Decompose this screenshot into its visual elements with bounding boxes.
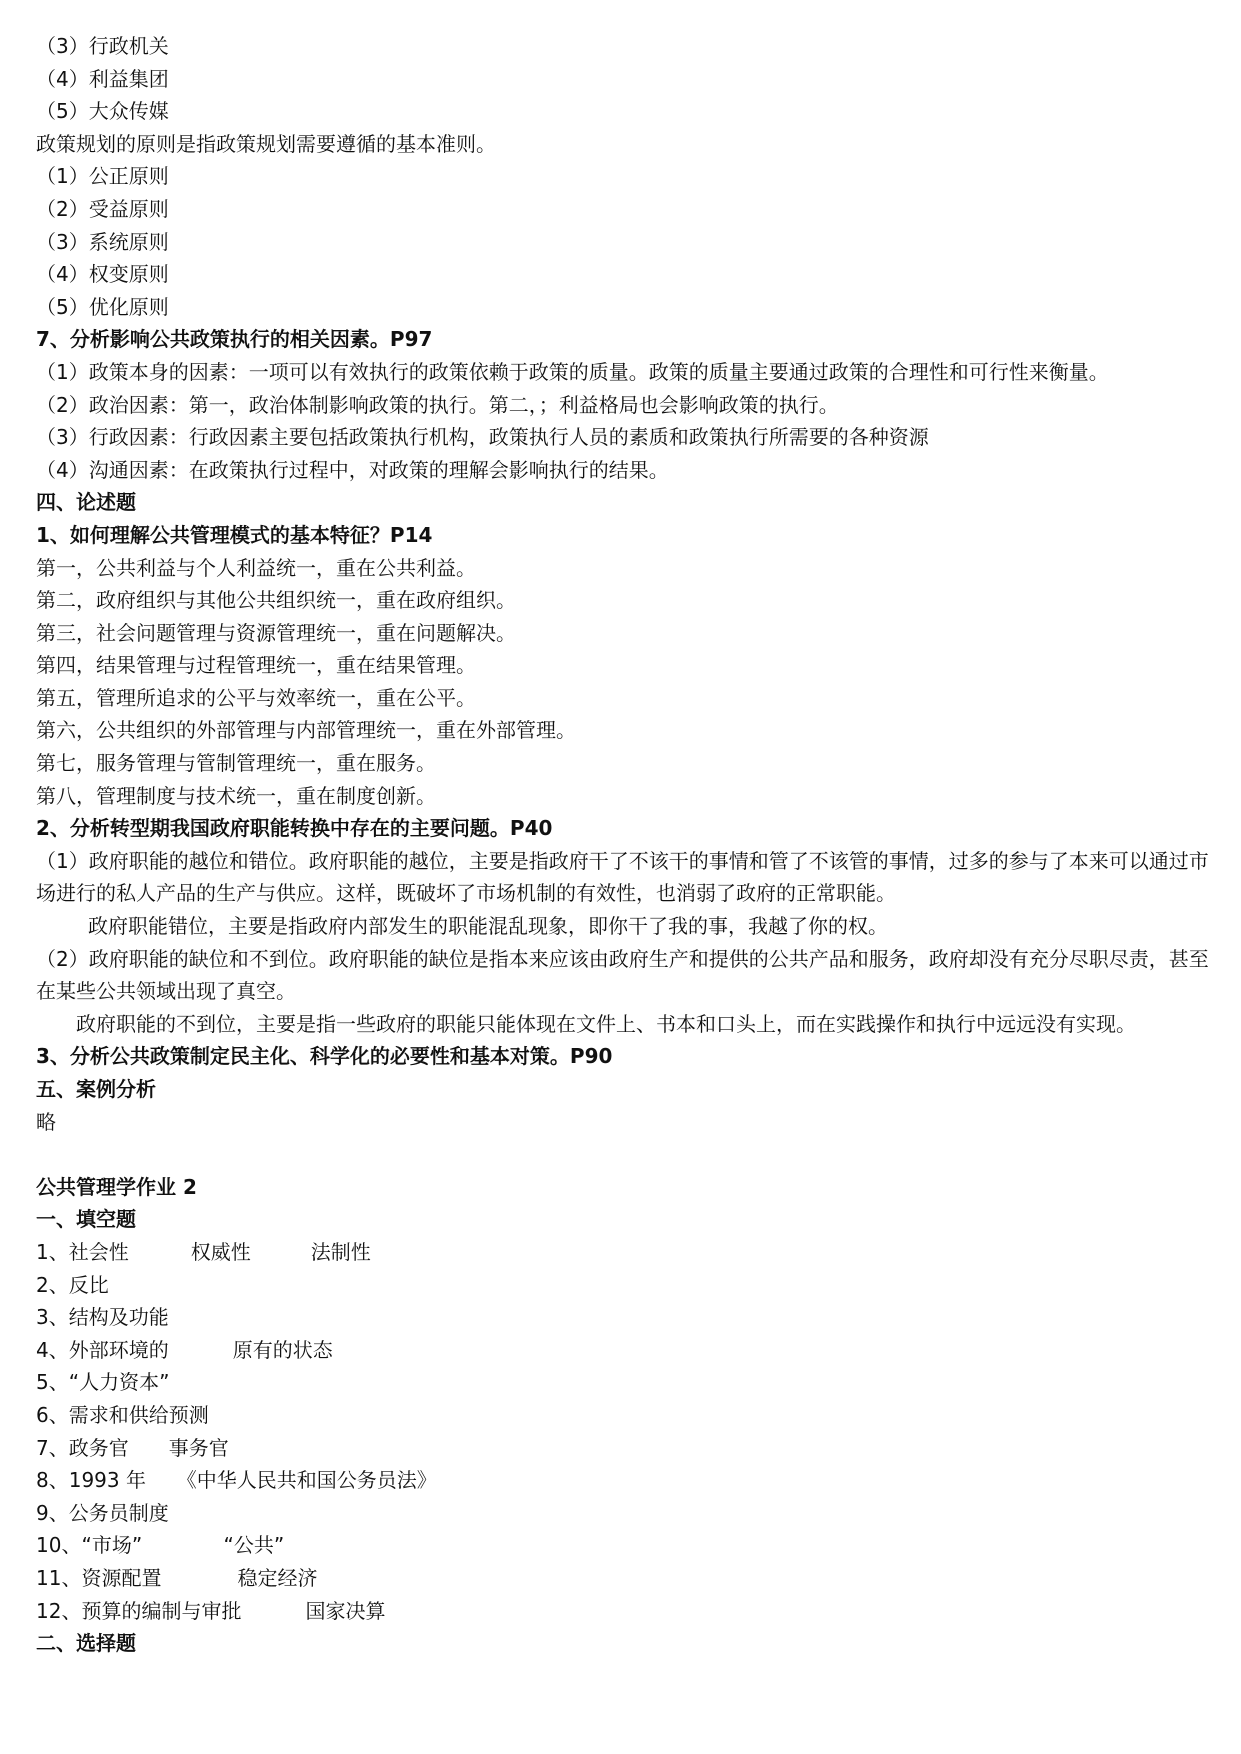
answer-part: 公务员制度 bbox=[68, 1500, 169, 1525]
answer-row bbox=[36, 1301, 1211, 1334]
list-item: 第四，结果管理与过程管理统一，重在结果管理。 bbox=[36, 653, 476, 678]
question-heading: 2、分析转型期我国政府职能转换中存在的主要问题。P40 bbox=[36, 816, 553, 841]
answer-part: 1993 年 bbox=[68, 1468, 146, 1493]
answer-row bbox=[36, 1529, 1211, 1562]
list-item: 第三，社会问题管理与资源管理统一，重在问题解决。 bbox=[36, 620, 516, 645]
question-heading: 1、如何理解公共管理模式的基本特征？P14 bbox=[36, 522, 433, 547]
answer-part: 国家决算 bbox=[305, 1598, 386, 1623]
list-item: （3）行政因素：行政因素主要包括政策执行机构，政策执行人员的素质和政策执行所需要的各种资源 bbox=[36, 425, 929, 450]
paragraph: 政策规划的原则是指政策规划需要遵循的基本准则。 bbox=[36, 131, 496, 156]
answer-part: 资源配置 bbox=[81, 1565, 162, 1590]
list-item: （2）受益原则 bbox=[36, 196, 169, 221]
answer-number: 1、 bbox=[36, 1239, 69, 1264]
list-item: （1）公正原则 bbox=[36, 164, 169, 189]
paragraph: 政府职能的不到位，主要是指一些政府的职能只能体现在文件上、书本和口头上，而在实践操作和执行中远远没有实现。 bbox=[76, 1011, 1136, 1036]
section-heading: 一、填空题 bbox=[36, 1207, 136, 1232]
answer-part: 需求和供给预测 bbox=[68, 1402, 209, 1427]
answer-part: 《中华人民共和国公务员法》 bbox=[176, 1468, 437, 1493]
answer-row bbox=[36, 1366, 1211, 1399]
answer-row bbox=[36, 1334, 1211, 1367]
answer-number: 4、 bbox=[36, 1337, 69, 1362]
answer-row bbox=[36, 1497, 1211, 1530]
answer-part: 法制性 bbox=[310, 1239, 371, 1264]
section-heading: 五、案例分析 bbox=[36, 1077, 156, 1101]
list-item: （3）系统原则 bbox=[36, 229, 169, 254]
list-item: （4）利益集团 bbox=[36, 66, 169, 91]
section-heading: 二、选择题 bbox=[36, 1631, 136, 1656]
answer-number: 3、 bbox=[36, 1305, 69, 1330]
answer-part: 权威性 bbox=[190, 1239, 251, 1264]
answer-number: 5、 bbox=[36, 1370, 69, 1395]
list-item: 第一，公共利益与个人利益统一，重在公共利益。 bbox=[36, 555, 476, 580]
list-item: 第五，管理所追求的公平与效率统一，重在公平。 bbox=[36, 685, 476, 710]
list-item: （3）行政机关 bbox=[36, 34, 169, 58]
paragraph: （2）政府职能的缺位和不到位。政府职能的缺位是指本来应该由政府生产和提供的公共产品和服务，政府却没有充分尽职尽责，甚至在某些公共领域出现了真空。 bbox=[36, 946, 1209, 1004]
answer-part: 反比 bbox=[68, 1272, 109, 1297]
answer-number: 10、 bbox=[36, 1533, 82, 1558]
answer-row bbox=[36, 1399, 1211, 1432]
answer-number: 2、 bbox=[36, 1272, 69, 1297]
answer-row bbox=[36, 1464, 1211, 1497]
question-heading: 7、分析影响公共政策执行的相关因素。P97 bbox=[36, 327, 433, 352]
answer-number: 12、 bbox=[36, 1598, 82, 1623]
blank-line bbox=[36, 1138, 1211, 1171]
answer-part: 预算的编制与审批 bbox=[81, 1598, 242, 1623]
document-page bbox=[36, 30, 1211, 1660]
answer-row bbox=[36, 1269, 1211, 1302]
list-item: （5）大众传媒 bbox=[36, 99, 169, 124]
paragraph: （1）政府职能的越位和错位。政府职能的越位，主要是指政府干了不该干的事情和管了不该管的事情，过多的参与了本来可以通过市场进行的私人产品的生产与供应。这样，既破坏了市场机制的有效性，也消弱了政府的正常职能。 bbox=[36, 848, 1209, 906]
list-item: （2）政治因素：第一，政治体制影响政策的执行。第二，；利益格局也会影响政策的执行。 bbox=[36, 392, 839, 417]
list-item: 第七，服务管理与管制管理统一，重在服务。 bbox=[36, 751, 436, 776]
answer-row bbox=[36, 1562, 1211, 1595]
answer-part: “市场” bbox=[81, 1533, 143, 1558]
answer-number: 11、 bbox=[36, 1565, 82, 1590]
list-item: （5）优化原则 bbox=[36, 294, 169, 319]
answer-number: 9、 bbox=[36, 1500, 69, 1525]
answer-part: “公共” bbox=[223, 1533, 285, 1558]
answer-part: 外部环境的 bbox=[68, 1337, 169, 1362]
section-heading: 四、论述题 bbox=[36, 490, 136, 515]
paragraph: 略 bbox=[36, 1109, 56, 1134]
answer-row bbox=[36, 1236, 1211, 1269]
list-item: 第六，公共组织的外部管理与内部管理统一，重在外部管理。 bbox=[36, 718, 576, 743]
answer-row bbox=[36, 1432, 1211, 1465]
list-item: （4）沟通因素：在政策执行过程中，对政策的理解会影响执行的结果。 bbox=[36, 457, 669, 482]
answer-part: 社会性 bbox=[68, 1239, 129, 1264]
answer-number: 6、 bbox=[36, 1402, 69, 1427]
answer-number: 8、 bbox=[36, 1468, 69, 1493]
homework-title: 公共管理学作业 2 bbox=[36, 1174, 197, 1199]
answer-part: 原有的状态 bbox=[232, 1337, 333, 1362]
list-item: 第二，政府组织与其他公共组织统一，重在政府组织。 bbox=[36, 588, 516, 613]
answer-part: 结构及功能 bbox=[68, 1305, 169, 1330]
answer-row bbox=[36, 1595, 1211, 1628]
answer-part: “人力资本” bbox=[68, 1370, 170, 1395]
list-item: （4）权变原则 bbox=[36, 262, 169, 287]
answer-number: 7、 bbox=[36, 1435, 69, 1460]
paragraph: 政府职能错位，主要是指政府内部发生的职能混乱现象，即你干了我的事，我越了你的权。 bbox=[88, 914, 888, 939]
list-item: （1）政策本身的因素：一项可以有效执行的政策依赖于政策的质量。政策的质量主要通过政策的合理性和可行性来衡量。 bbox=[36, 359, 1109, 384]
answer-part: 稳定经济 bbox=[237, 1565, 318, 1590]
answer-part: 事务官 bbox=[168, 1435, 229, 1460]
question-heading: 3、分析公共政策制定民主化、科学化的必要性和基本对策。P90 bbox=[36, 1044, 613, 1069]
answer-part: 政务官 bbox=[68, 1435, 129, 1460]
list-item: 第八，管理制度与技术统一，重在制度创新。 bbox=[36, 783, 436, 808]
